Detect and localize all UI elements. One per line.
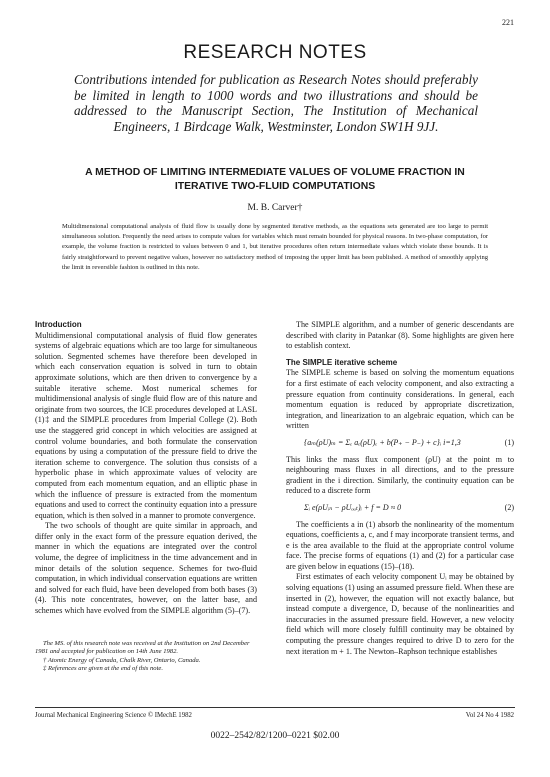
first-estimates-paragraph: First estimates of each velocity component Uᵢ may be obtained by solving equations (1) using an assumed pressure field. When these are inserted in (2), however, the equation will not exactly balance, but instead compute a divergence, D, because of the nonlinearities and inaccuracies in the assumed pressure field. However, a new velocity field which will more closely fulfill continuity may be obtained by computing the pressure changes required to drive D to zero for the next iteration m + 1. The Newton–Raphson technique establishes	[286, 572, 514, 656]
author-name: M. B. Carver†	[247, 203, 303, 213]
equation-2-body: Σᵢ e(ρUᵢₙ − ρUₒᵤₜ)ᵢ + f = D ≈ 0	[304, 502, 402, 512]
article-code: 0022–2542/82/1200–0221 $02.00	[210, 731, 340, 741]
footer-rule	[35, 707, 515, 708]
right-column	[286, 320, 514, 657]
simple-algorithm-paragraph: The SIMPLE algorithm, and a number of generic descendants are described with clarity in Patankar (8). Some highlights are given here to establish context.	[286, 320, 514, 351]
simple-scheme-heading: The SIMPLE iterative scheme	[286, 357, 398, 367]
mass-flux-paragraph: This links the mass flux component (ρU) at the point m to neighbouring mass fluxes in all directions, and to the pressure gradient in the i direction. Similarly, the continuity equation can be reduced to a discrete form	[286, 454, 514, 496]
introduction-heading: Introduction	[35, 320, 82, 329]
introduction-paragraph-2: The two schools of thought are quite similar in approach, and differ only in the exact form of the pressure equation derived, the manner in which the equations are integrated over the control volume, the degree of implicitness in the time advancement and in minor details of the solution sequence. Schemes for two-fluid computation, in which individual conservation equations are written and solved for each fluid, have been developed from both bases (3) (4). This note concentrates, however, on the latter base, and schemes which have evolved from the SIMPLE algorithm (5)–(7).	[35, 521, 257, 616]
volume-footer: Vol 24 No 4 1982	[465, 712, 514, 719]
equation-1-number: (1)	[504, 437, 514, 447]
equation-1	[304, 438, 514, 449]
footnotes	[35, 640, 257, 674]
coefficients-paragraph: The coefficients a in (1) absorb the nonlinearity of the momentum equations, coefficients a, c, and f may incorporate transient terms, and e is the area available to the fluid at the appropriate control volume face. The precise forms of equations (1) and (2) for a particular case are given below in equations (15)–(18).	[286, 519, 514, 571]
submission-notice: Contributions intended for publication as Research Notes should preferably be limited in length to 1000 words and two illustrations and should be addressed to the Manuscript Section, The Institution of Mechanical Engineers, 1 Birdcage Walk, Westminster, London SW1H 9JJ.	[74, 72, 478, 134]
page-number: 221	[502, 18, 514, 27]
footnote-references: ‡ References are given at the end of this note.	[43, 665, 163, 673]
section-header-title: RESEARCH NOTES	[183, 42, 367, 63]
article-title: A METHOD OF LIMITING INTERMEDIATE VALUES OF VOLUME FRACTION IN ITERATIVE TWO-FLUID COMPUTATIONS	[85, 167, 465, 192]
equation-2-number: (2)	[504, 502, 514, 512]
equation-2	[304, 503, 514, 514]
footnote-received: The MS. of this research note was received at the Institution on 2nd December 1981 and accepted for publication on 14th June 1982.	[35, 640, 250, 656]
footnote-affiliation: † Atomic Energy of Canada, Chalk River, Ontario, Canada.	[43, 656, 201, 664]
left-column	[35, 320, 257, 617]
journal-footer: Journal Mechanical Engineering Science © IMechE 1982	[35, 712, 192, 719]
simple-scheme-paragraph: The SIMPLE scheme is based on solving the momentum equations for a first estimate of each velocity component, and also extracting a pressure equation from continuity considerations. In general, each momentum equation is reduced by appropriate discretization, integration, and linearization to an algebraic equation, which can be written	[286, 368, 514, 431]
abstract: Multidimensional computational analysis of fluid flow is usually done by segmented iterative methods, as the equations sets generated are too large to permit simultaneous solution. Frequently the need arises to compute values for variables which must remain bounded for physical reasons. In two-phase computation, for example, the volume fraction is restricted to values between 0 and 1, but iterative procedures often return intermediate values which violate these bounds. It is fairly straightforward to prevent negative values, however no satisfactory method of imposing the upper limit has been published. A method of smoothly applying the limit in reversible fashion is outlined in this note.	[62, 223, 488, 271]
equation-1-body: {aₘ(ρU)ₘ = Σₑ aₑ(ρU)ₑ + b(P₊ − P₋) + c}ᵢ i=1,3	[304, 437, 461, 447]
introduction-paragraph-1: Multidimensional computational analysis of fluid flow generates systems of algebraic equations which are too large for simultaneous solution. Segmented schemes have therefore been developed in which each conservation equation is solved in turn to obtain approximate solutions, which are then driven to convergence by a suitable iterative scheme. Most numerical schemes for multidimensional analysis of single fluid flow are of this nature and originate from two sources, the ICE procedures developed at LASL (1)‡ and the SIMPLE procedures from Imperial College (2). Both use the staggered grid concept in which velocities are assigned at control volume boundaries, and both formulate the conservation equations by using a computation of the pressure field to drive the iteration scheme to convergence. The solution thus consists of a hyperbolic phase in which approximate values of velocity are computed from each momentum equation, and an elliptic phase in which the influence of pressure is extracted from the momentum equations and used to correct the continuity equation into a pressure equation, which is then solved in a manner to promote convergence.	[35, 330, 257, 520]
